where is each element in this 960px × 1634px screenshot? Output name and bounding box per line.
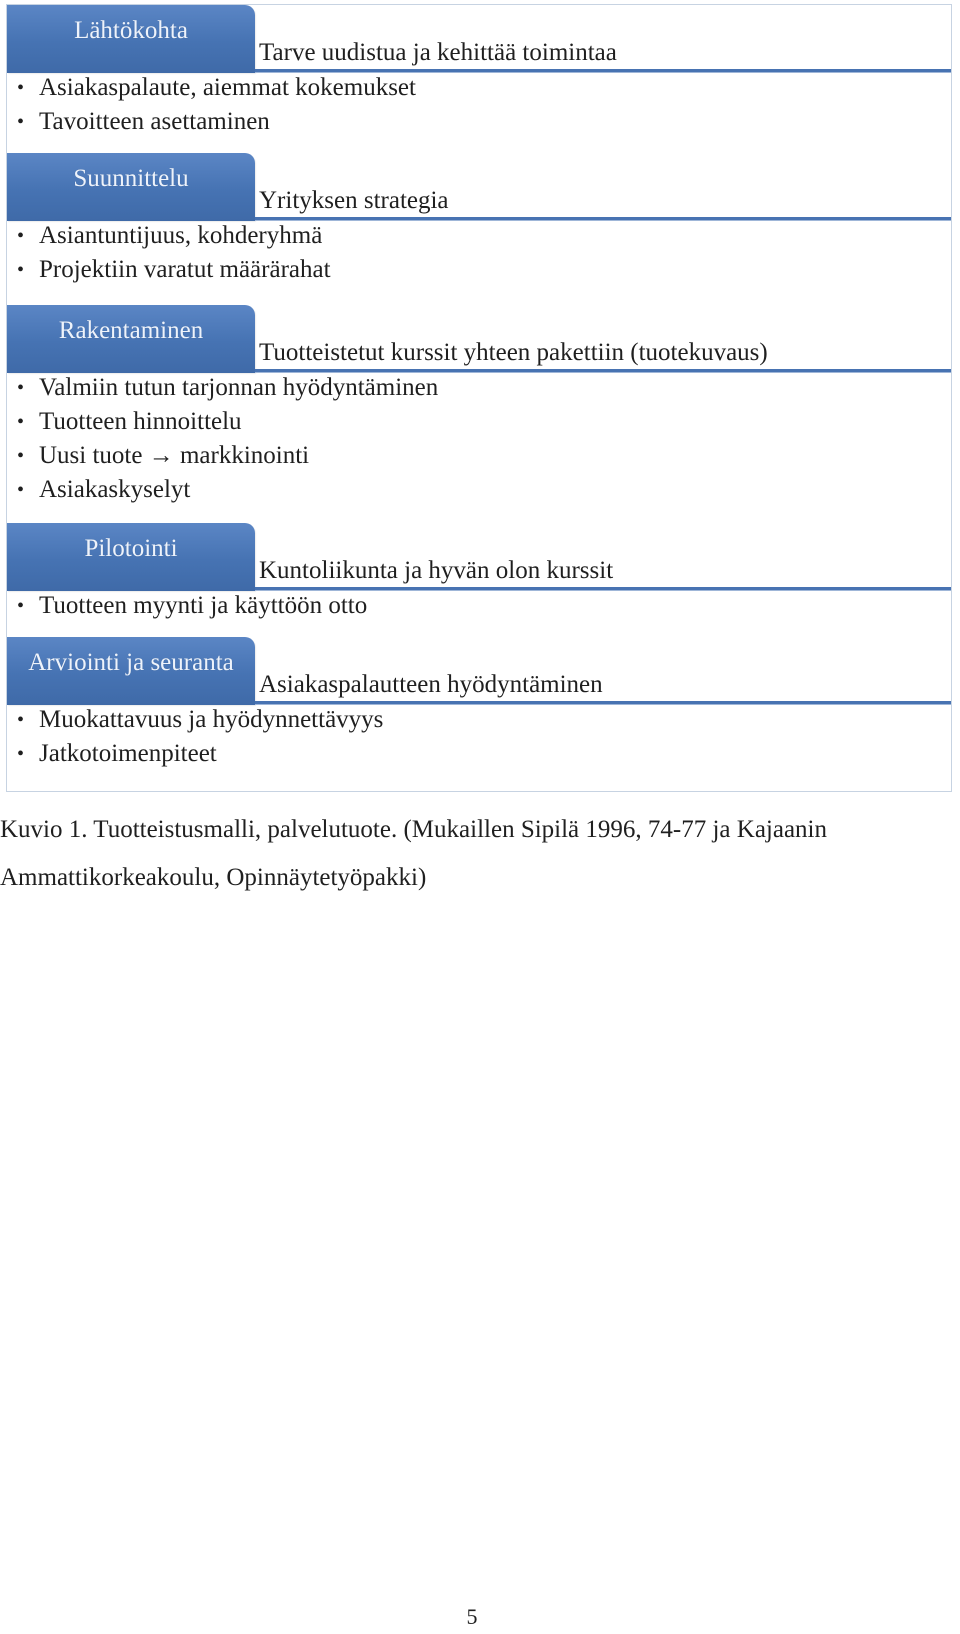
stage-label: Suunnittelu	[73, 165, 189, 192]
bullet-item: • Jatkotoimenpiteet	[15, 737, 951, 771]
stage-header	[7, 5, 951, 71]
bullet-item: • Uusi tuote → markkinointi	[15, 439, 951, 473]
stage-bullets	[7, 371, 951, 507]
bullet-item: • Tavoitteen asettaminen	[15, 105, 951, 139]
stage-tab	[7, 305, 255, 373]
stage-tab	[7, 153, 255, 221]
caption-line-2: Ammattikorkeakoulu, Opinnäytetyöpakki)	[0, 864, 427, 891]
stage-bullets	[7, 219, 951, 287]
stage-suunnittelu	[7, 153, 951, 287]
bullet-item: • Tuotteen myynti ja käyttöön otto	[15, 589, 951, 623]
product-model-diagram	[6, 4, 952, 792]
stage-tab	[7, 523, 255, 591]
stage-label: Pilotointi	[84, 535, 178, 562]
stage-label: Rakentaminen	[58, 317, 204, 344]
stage-title: Kuntoliikunta ja hyvän olon kurssit	[259, 557, 614, 584]
stage-bullets	[7, 703, 951, 771]
bullet-item: • Asiakaskyselyt	[15, 473, 951, 507]
stage-lahtokohta	[7, 5, 951, 139]
stage-rakentaminen	[7, 305, 951, 507]
stage-title: Tuotteistetut kurssit yhteen pakettiin (tuotekuvaus)	[259, 339, 768, 366]
bullet-item: • Asiantuntijuus, kohderyhmä	[15, 219, 951, 253]
stage-header	[7, 637, 951, 703]
stage-header	[7, 305, 951, 371]
bullet-item: • Muokattavuus ja hyödynnettävyys	[15, 703, 951, 737]
stage-tab	[7, 637, 255, 705]
page-number: 5	[466, 1604, 478, 1629]
stage-title: Tarve uudistua ja kehittää toimintaa	[259, 39, 617, 66]
bullet-item: • Tuotteen hinnoittelu	[15, 405, 951, 439]
caption-line-1: Kuvio 1. Tuotteistusmalli, palvelutuote. (Mukaillen Sipilä 1996, 74-77 ja Kajaanin	[0, 816, 828, 843]
stage-title: Yrityksen strategia	[259, 187, 449, 214]
bullet-item: • Asiakaspalaute, aiemmat kokemukset	[15, 71, 951, 105]
bullet-item: • Valmiin tutun tarjonnan hyödyntäminen	[15, 371, 951, 405]
stage-bullets	[7, 71, 951, 139]
stage-header	[7, 153, 951, 219]
stage-pilotointi	[7, 523, 951, 623]
stage-label: Arviointi ja seuranta	[28, 649, 234, 676]
stage-title: Asiakaspalautteen hyödyntäminen	[259, 671, 603, 698]
stage-label: Lähtökohta	[74, 17, 188, 44]
stage-arviointi-ja-seuranta	[7, 637, 951, 771]
figure-caption	[0, 806, 960, 902]
stage-bullets	[7, 589, 951, 623]
stage-header	[7, 523, 951, 589]
stage-tab	[7, 5, 255, 73]
bullet-item: • Projektiin varatut määrärahat	[15, 253, 951, 287]
